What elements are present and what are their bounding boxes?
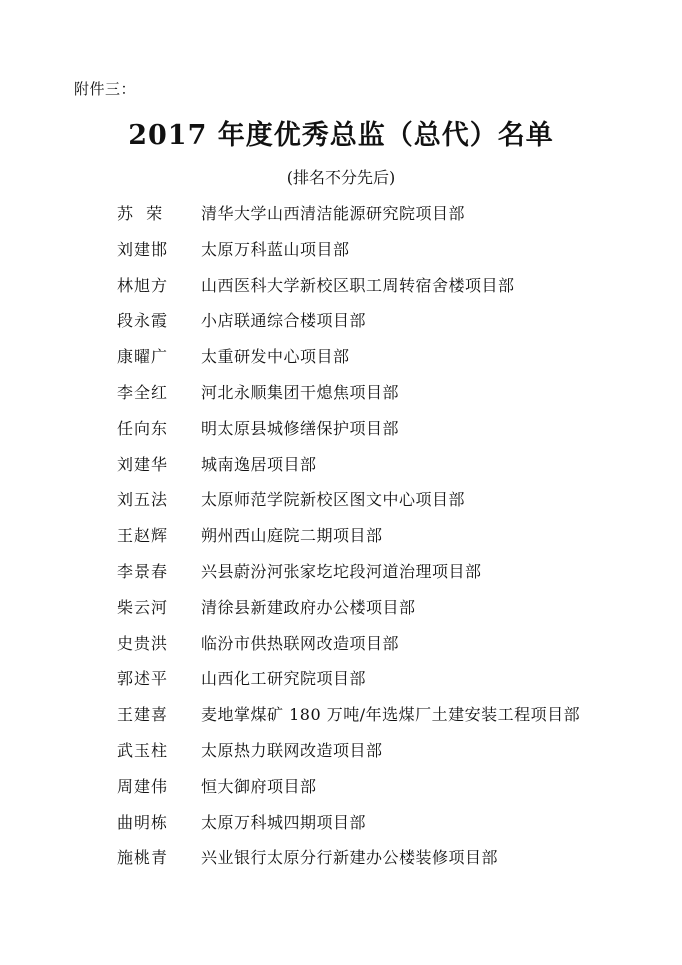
project-name: 河北永顺集团干熄焦项目部 — [201, 382, 400, 402]
project-name: 清华大学山西清洁能源研究院项目部 — [201, 204, 466, 223]
project-name: 小店联通综合楼项目部 — [201, 311, 367, 331]
list-item — [117, 776, 637, 812]
project-name: 兴县蔚汾河张家圪坨段河道治理项目部 — [201, 561, 482, 581]
supervisor-name: 林旭方 — [117, 275, 169, 295]
list-item — [117, 203, 637, 239]
supervisor-name: 曲明栋 — [117, 812, 169, 832]
document-subtitle: (排名不分先后) — [286, 168, 396, 187]
supervisor-name: 李全红 — [117, 382, 169, 402]
project-name: 朔州西山庭院二期项目部 — [201, 526, 383, 546]
project-name: 山西医科大学新校区职工周转宿舍楼项目部 — [201, 275, 515, 295]
list-item — [117, 597, 637, 633]
supervisor-name: 刘建邯 — [117, 239, 169, 259]
list-item — [117, 525, 637, 561]
project-name: 兴业银行太原分行新建办公楼装修项目部 — [201, 848, 499, 868]
project-name: 清徐县新建政府办公楼项目部 — [201, 597, 416, 617]
list-item — [117, 847, 637, 883]
supervisor-list — [117, 203, 637, 883]
list-item — [117, 310, 637, 346]
list-item — [117, 561, 637, 597]
project-name: 太重研发中心项目部 — [201, 347, 350, 367]
supervisor-name: 周建伟 — [117, 776, 169, 796]
supervisor-name: 郭述平 — [117, 669, 169, 689]
project-name: 太原师范学院新校区图文中心项目部 — [201, 490, 466, 510]
project-name: 麦地掌煤矿 180 万吨/年选煤厂土建安装工程项目部 — [201, 705, 581, 725]
project-name: 太原万科城四期项目部 — [201, 812, 367, 832]
supervisor-name: 刘五法 — [117, 490, 169, 510]
list-item — [117, 489, 637, 525]
project-name: 山西化工研究院项目部 — [201, 669, 367, 689]
supervisor-name: 段永霞 — [117, 311, 169, 331]
list-item — [117, 704, 637, 740]
project-name: 明太原县城修缮保护项目部 — [201, 418, 400, 438]
project-name: 太原热力联网改造项目部 — [201, 740, 383, 760]
supervisor-name: 王赵辉 — [117, 526, 169, 546]
list-item — [117, 382, 637, 418]
list-item — [117, 418, 637, 454]
project-name: 恒大御府项目部 — [201, 776, 317, 796]
list-item — [117, 740, 637, 776]
supervisor-name: 康曜广 — [117, 347, 169, 367]
list-item — [117, 346, 637, 382]
supervisor-name: 王建喜 — [117, 705, 169, 725]
supervisor-name: 刘建华 — [117, 454, 169, 474]
document-title: 2017 年度优秀总监（总代）名单 — [128, 120, 554, 151]
list-item — [117, 668, 637, 704]
supervisor-name: 任向东 — [117, 418, 169, 438]
supervisor-name: 柴云河 — [117, 597, 169, 617]
supervisor-name: 苏 荣 — [117, 204, 164, 223]
attachment-label: 附件三： — [74, 80, 137, 98]
project-name: 城南逸居项目部 — [201, 454, 317, 474]
list-item — [117, 812, 637, 848]
supervisor-name: 施桃青 — [117, 848, 169, 868]
supervisor-name: 武玉柱 — [117, 740, 169, 760]
supervisor-name: 史贵洪 — [117, 633, 169, 653]
list-item — [117, 239, 637, 275]
list-item — [117, 454, 637, 490]
supervisor-name: 李景春 — [117, 561, 169, 581]
project-name: 临汾市供热联网改造项目部 — [201, 633, 400, 653]
project-name: 太原万科蓝山项目部 — [201, 239, 350, 259]
list-item — [117, 275, 637, 311]
list-item — [117, 633, 637, 669]
